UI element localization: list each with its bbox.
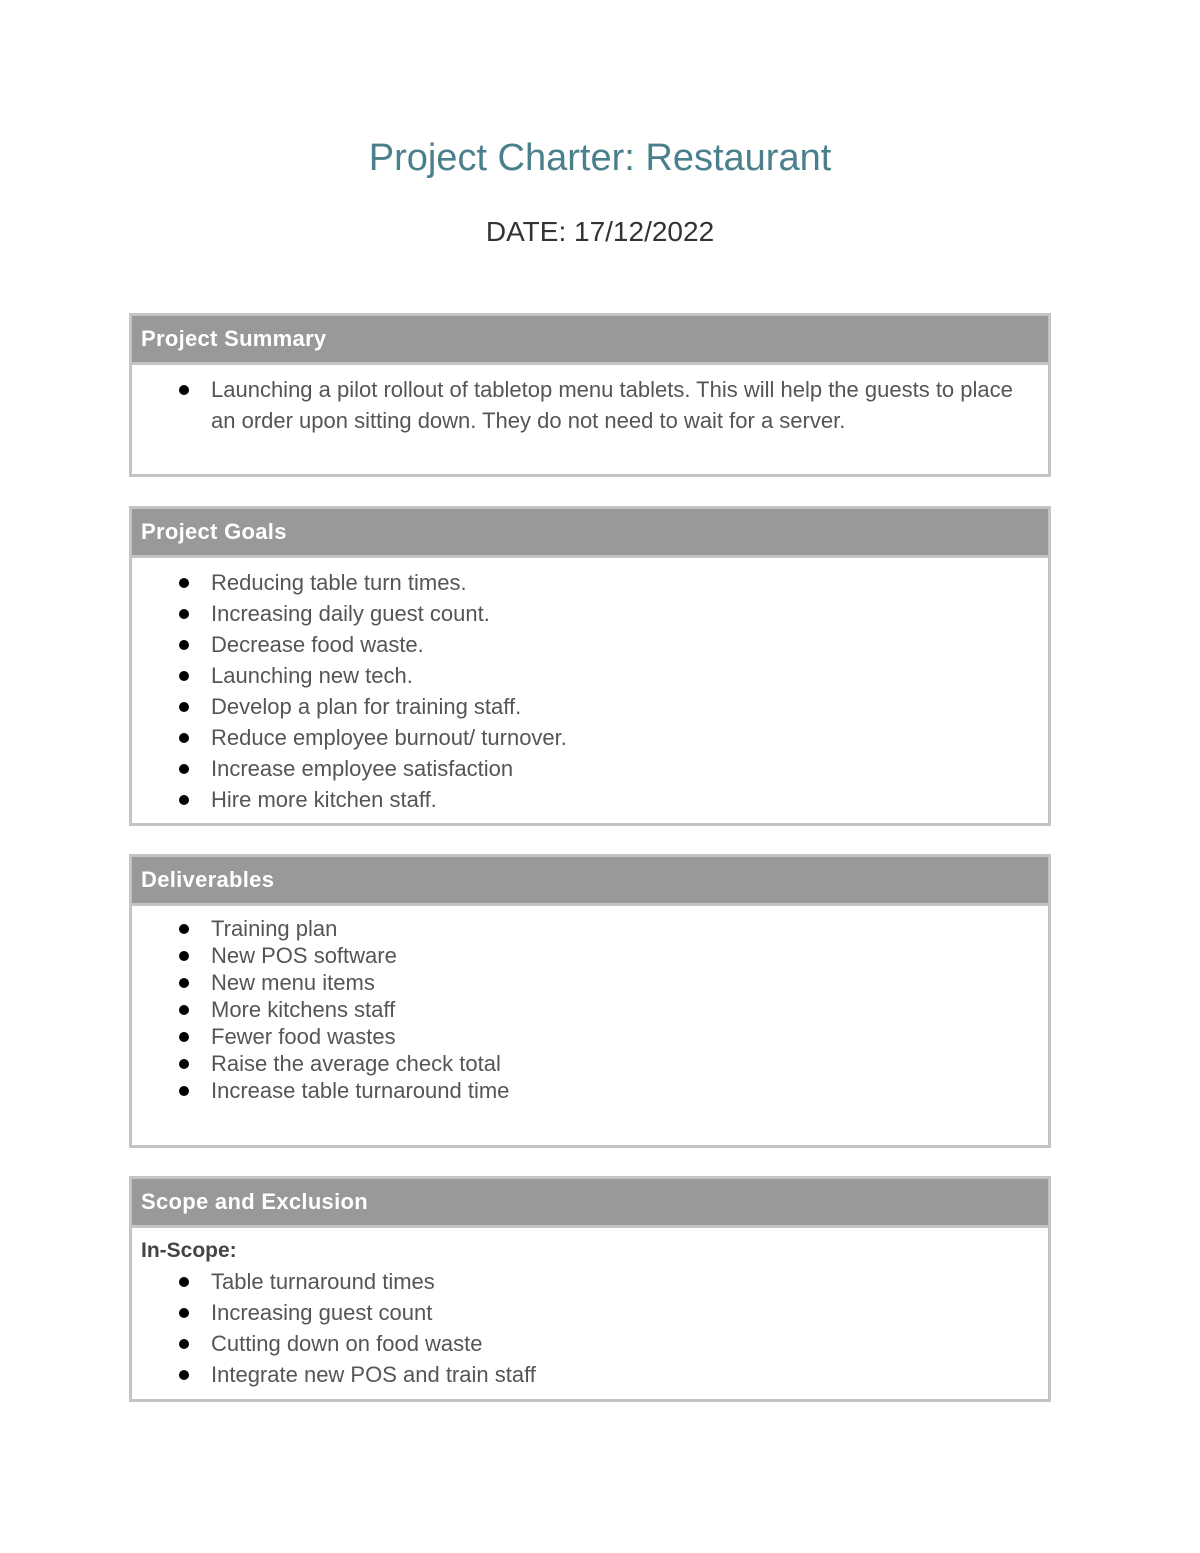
document-title: Project Charter: Restaurant	[368, 137, 832, 179]
project-goals-heading: Project Goals	[132, 509, 1048, 558]
scope-exclusion-body	[132, 1228, 1048, 1390]
project-summary-body	[132, 365, 1048, 436]
list-item: Cutting down on food waste	[132, 1328, 1048, 1359]
list-item: Reducing table turn times.	[132, 567, 1048, 598]
list-item: Increase employee satisfaction	[132, 753, 1048, 784]
list-item: Increasing guest count	[132, 1297, 1048, 1328]
list-item: New POS software	[132, 942, 1048, 969]
scope-exclusion-section	[129, 1176, 1051, 1402]
project-goals-section	[129, 506, 1051, 826]
list-item: Launching a pilot rollout of tabletop menu tablets. This will help the guests to place an order upon sitting down. They do not need to wait for a server.	[132, 374, 1048, 436]
document-date: DATE: 17/12/2022	[485, 216, 715, 247]
list-item: New menu items	[132, 969, 1048, 996]
list-item: Launching new tech.	[132, 660, 1048, 691]
deliverables-section	[129, 854, 1051, 1148]
list-item: Increase table turnaround time	[132, 1077, 1048, 1104]
list-item: Training plan	[132, 915, 1048, 942]
project-summary-heading: Project Summary	[132, 316, 1048, 365]
in-scope-list	[132, 1266, 1048, 1390]
scope-exclusion-heading: Scope and Exclusion	[132, 1179, 1048, 1228]
list-item: Raise the average check total	[132, 1050, 1048, 1077]
project-goals-body	[132, 558, 1048, 815]
in-scope-label: In-Scope:	[141, 1239, 237, 1262]
list-item: Integrate new POS and train staff	[132, 1359, 1048, 1390]
list-item: Reduce employee burnout/ turnover.	[132, 722, 1048, 753]
list-item: Develop a plan for training staff.	[132, 691, 1048, 722]
list-item: Decrease food waste.	[132, 629, 1048, 660]
deliverables-heading: Deliverables	[132, 857, 1048, 906]
list-item: Hire more kitchen staff.	[132, 784, 1048, 815]
list-item: Increasing daily guest count.	[132, 598, 1048, 629]
project-summary-section	[129, 313, 1051, 477]
project-summary-list	[132, 374, 1048, 436]
deliverables-list	[132, 915, 1048, 1104]
project-goals-list	[132, 567, 1048, 815]
deliverables-body	[132, 906, 1048, 1104]
list-item: More kitchens staff	[132, 996, 1048, 1023]
list-item: Fewer food wastes	[132, 1023, 1048, 1050]
list-item: Table turnaround times	[132, 1266, 1048, 1297]
